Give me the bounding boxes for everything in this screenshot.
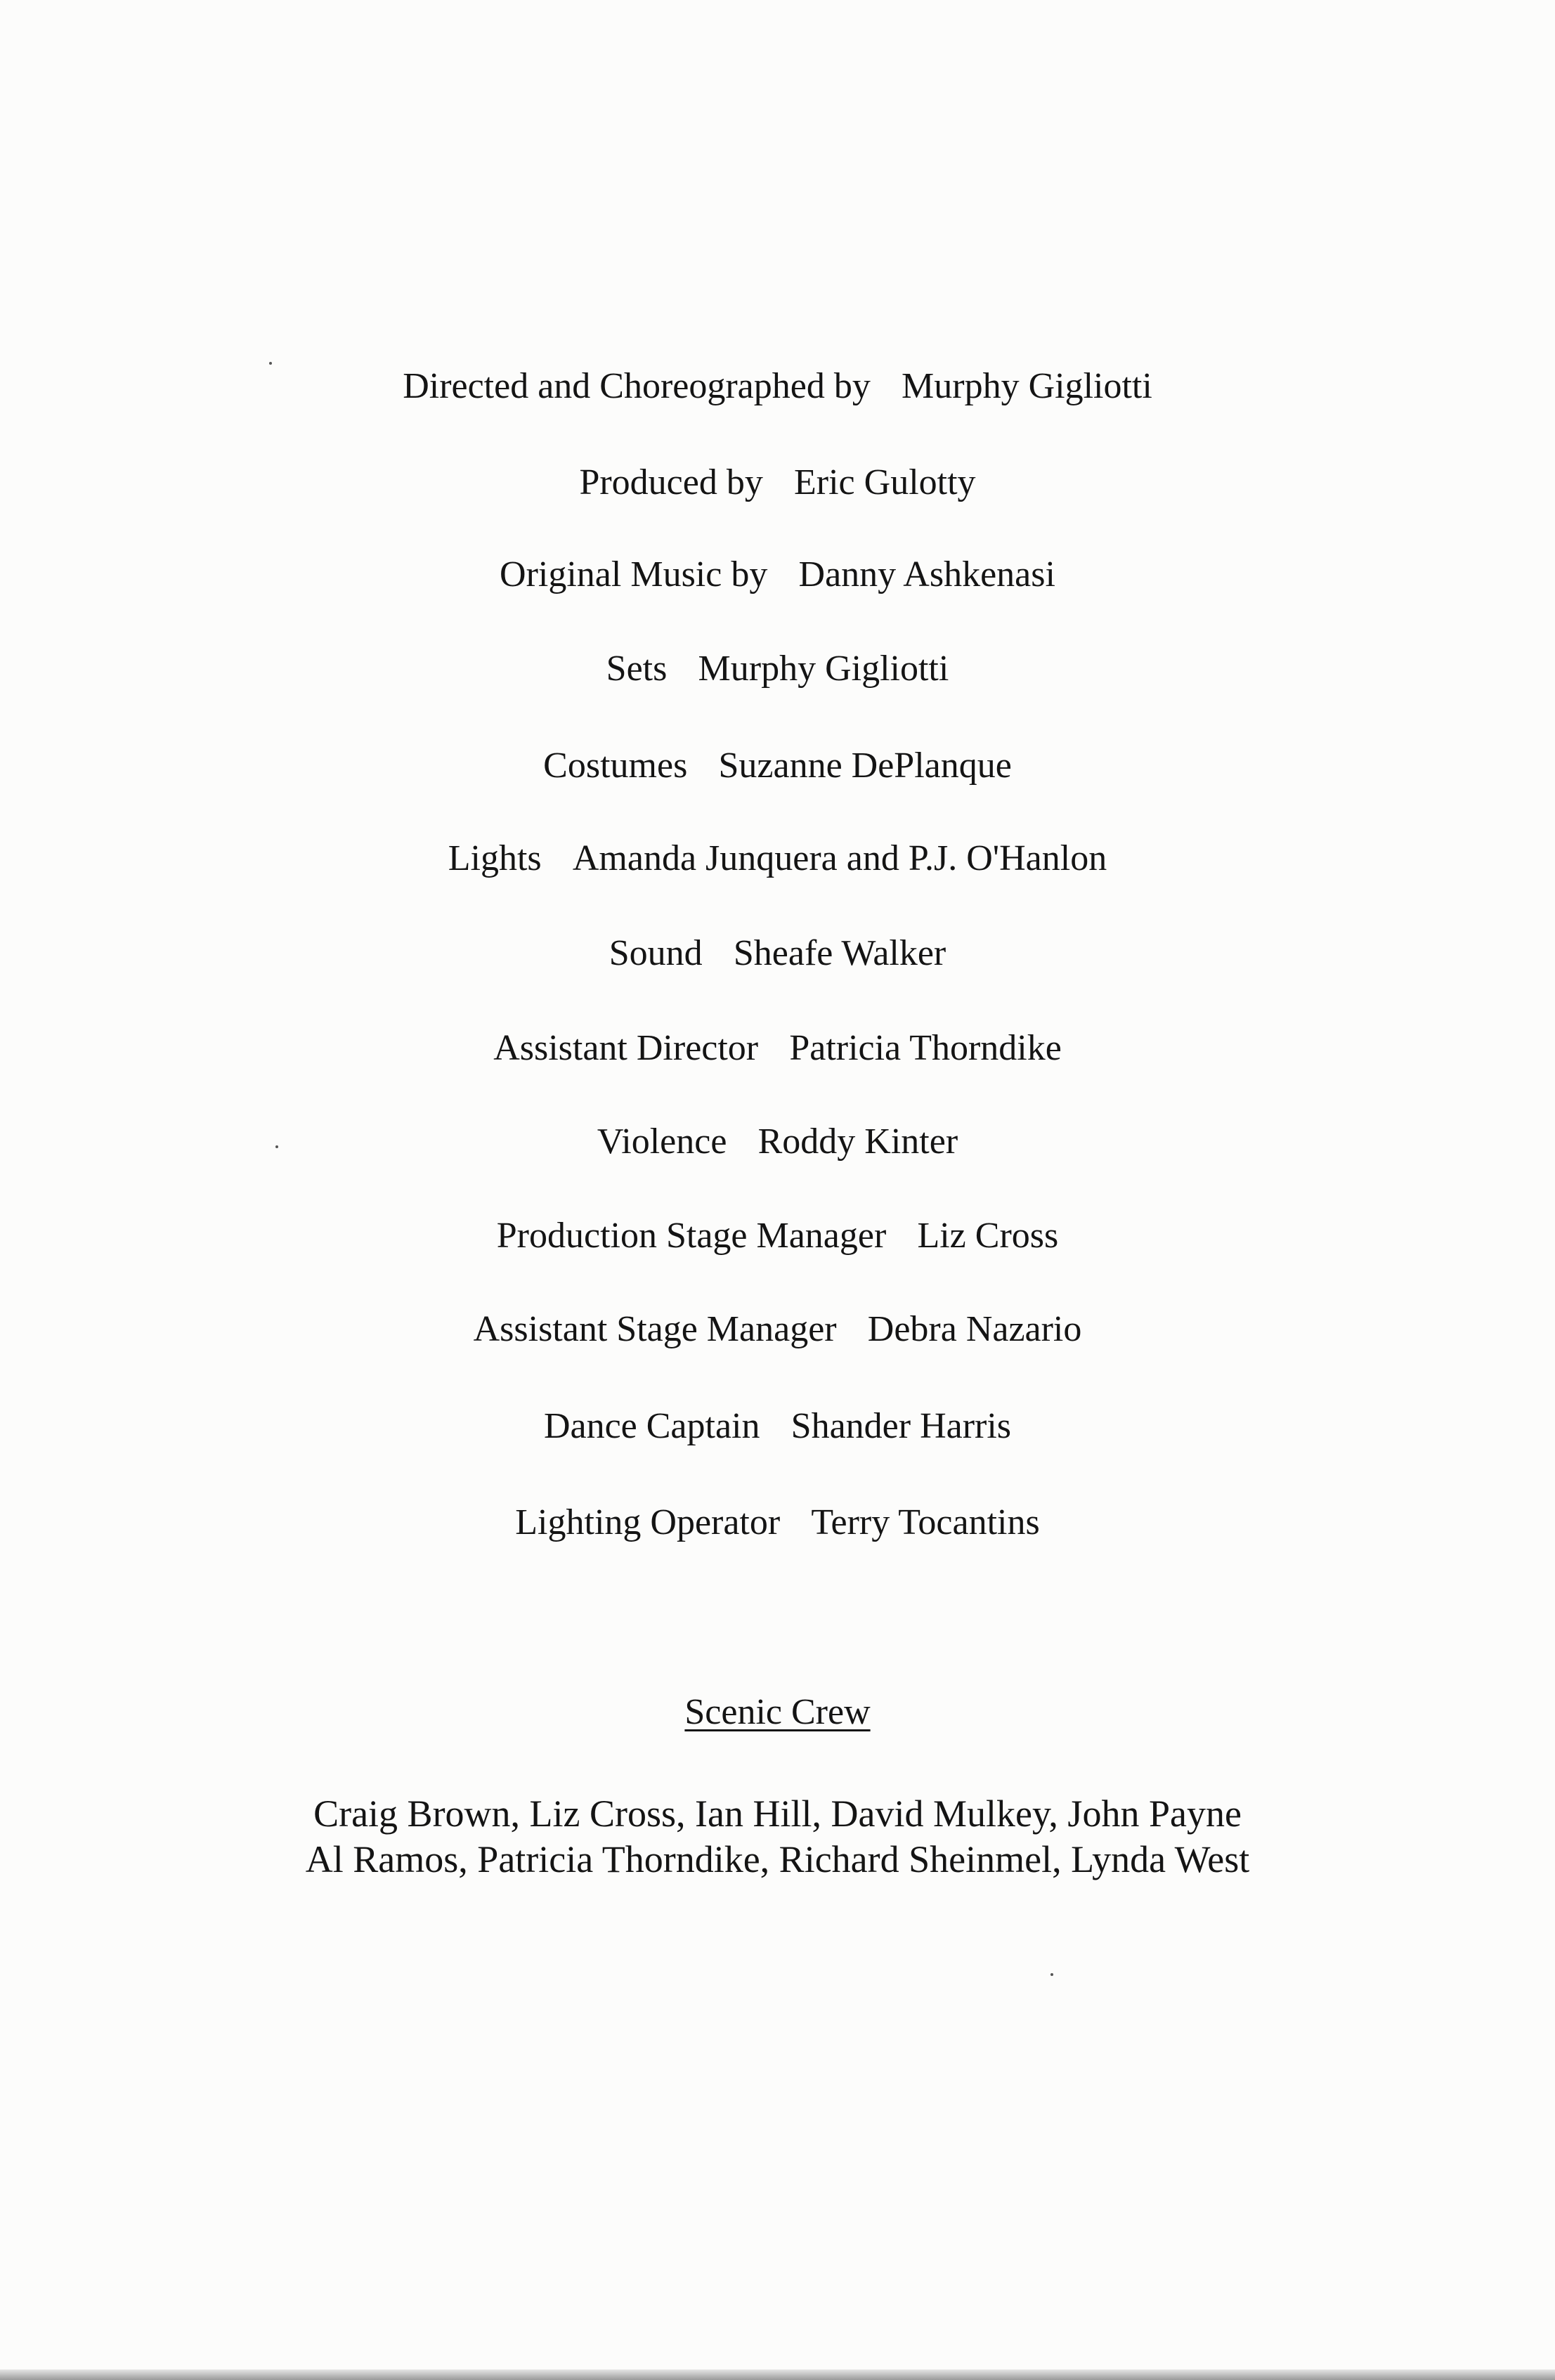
credit-assistant-director: [0, 1026, 1555, 1071]
credit-name: Liz Cross: [917, 1216, 1059, 1256]
credit-role: Production Stage Manager: [496, 1216, 887, 1256]
scenic-crew-line: Al Ramos, Patricia Thorndike, Richard Sheinmel, Lynda West: [305, 1838, 1250, 1880]
credit-sets: [0, 646, 1555, 691]
credit-role: Assistant Director: [493, 1028, 759, 1068]
credit-role: Directed and Choreographed by: [403, 366, 871, 406]
credit-dance-captain: [0, 1404, 1555, 1449]
credit-name: Sheafe Walker: [733, 933, 946, 973]
credit-role: Sets: [606, 649, 668, 689]
credit-role: Costumes: [543, 746, 688, 786]
credit-costumes: [0, 743, 1555, 788]
credit-name: Eric Gulotty: [794, 462, 976, 502]
credit-role: Lights: [448, 838, 542, 878]
credit-role: Assistant Stage Manager: [473, 1309, 837, 1349]
credit-name: Patricia Thorndike: [789, 1028, 1062, 1068]
credit-name: Roddy Kinter: [757, 1121, 958, 1162]
credit-assistant-stage-manager: [0, 1307, 1555, 1352]
credit-role: Sound: [609, 933, 703, 973]
credit-name: Danny Ashkenasi: [798, 554, 1055, 594]
credit-role: Violence: [597, 1121, 727, 1162]
credit-role: Produced by: [579, 462, 763, 502]
credit-name: Shander Harris: [790, 1406, 1012, 1446]
credit-name: Murphy Gigliotti: [698, 649, 949, 689]
paper-speck: [269, 362, 272, 365]
credit-lights: [0, 836, 1555, 881]
credit-production-stage-manager: [0, 1214, 1555, 1259]
credit-name: Terry Tocantins: [811, 1502, 1040, 1542]
scenic-crew-line: Craig Brown, Liz Cross, Ian Hill, David Mulkey, John Payne: [313, 1793, 1242, 1835]
credit-produced: [0, 460, 1555, 505]
credit-role: Original Music by: [500, 554, 768, 594]
credit-name: Amanda Junquera and P.J. O'Hanlon: [572, 838, 1107, 878]
credit-role: Dance Captain: [543, 1406, 760, 1446]
scenic-crew-heading-text: Scenic Crew: [684, 1692, 871, 1732]
credit-violence: [0, 1119, 1555, 1164]
credit-original-music: [0, 552, 1555, 597]
credit-name: Debra Nazario: [867, 1309, 1082, 1349]
credit-name: Murphy Gigliotti: [902, 366, 1152, 406]
paper-speck: [1050, 1973, 1053, 1976]
credit-lighting-operator: [0, 1500, 1555, 1545]
credit-name: Suzanne DePlanque: [718, 746, 1012, 786]
credit-role: Lighting Operator: [515, 1502, 781, 1542]
paper-speck: [275, 1145, 278, 1148]
page-bottom-edge: [0, 2369, 1555, 2380]
scenic-crew-heading: [0, 1690, 1555, 1735]
credit-sound: [0, 931, 1555, 976]
credit-directed-choreographed: [0, 364, 1555, 409]
